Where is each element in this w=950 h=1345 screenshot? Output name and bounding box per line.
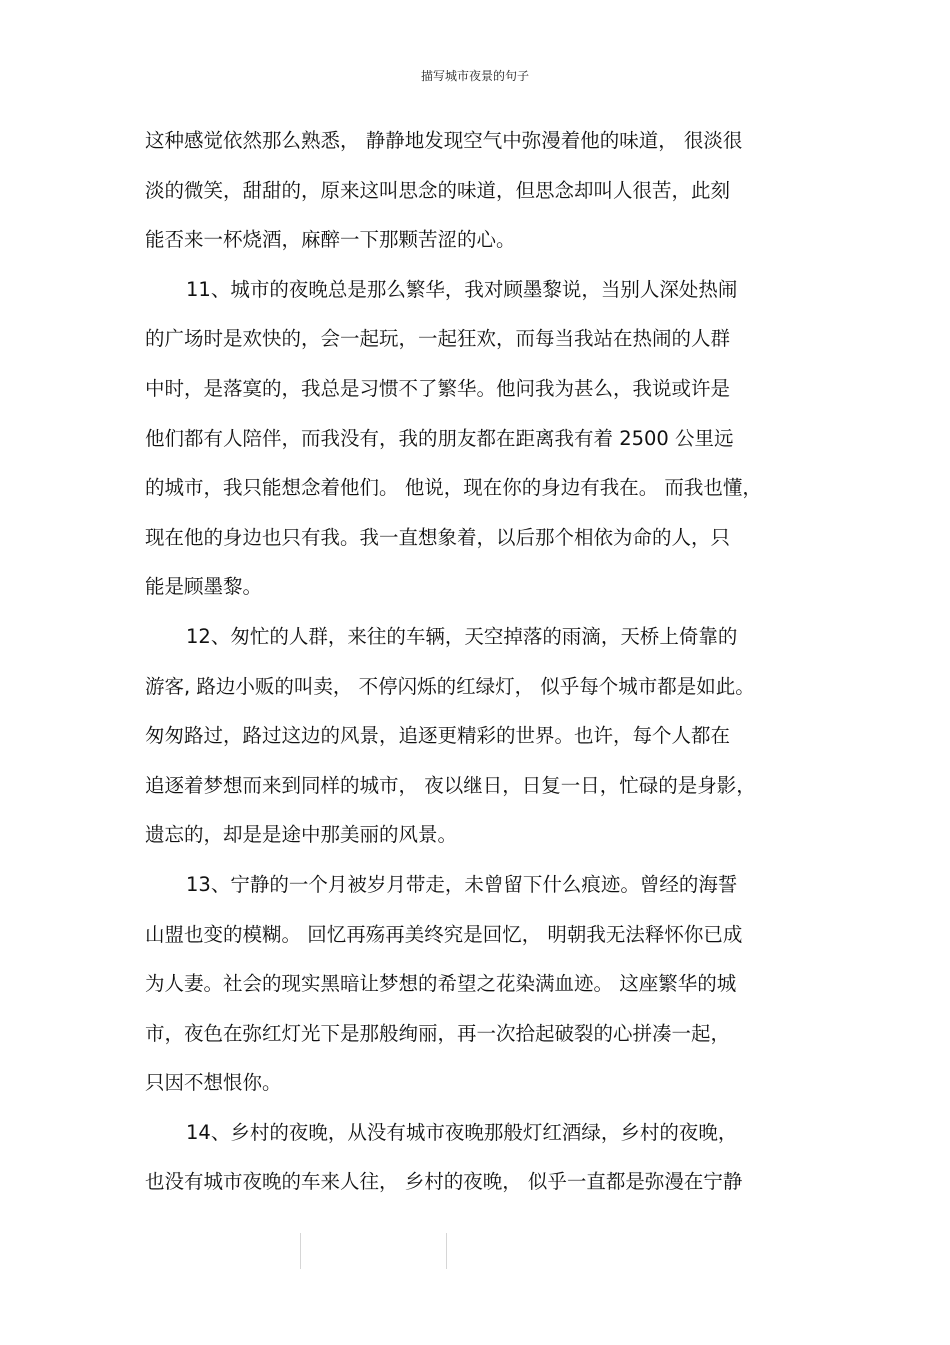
text-line: 中时，是落寞的，我总是习惯不了繁华。他问我为甚么，我说或许是: [145, 376, 731, 400]
text-line: 12、匆忙的人群，来往的车辆，天空掉落的雨滴，天桥上倚靠的: [186, 624, 738, 648]
text-line: 遗忘的，却是是途中那美丽的风景。: [145, 823, 458, 847]
paragraph-14: [145, 1116, 805, 1215]
paragraph-continuation: [145, 124, 805, 273]
text-line: 匆匆路过，路过这边的风景，追逐更精彩的世界。也许，每个人都在: [145, 724, 731, 748]
text-line: 也没有城市夜晚的车来人往， 乡村的夜晚， 似乎一直都是弥漫在宁静: [145, 1170, 743, 1194]
paragraph-13: [145, 868, 805, 1116]
text-line: 为人妻。社会的现实黑暗让梦想的希望之花染满血迹。 这座繁华的城: [145, 972, 737, 996]
footer-divider-left: [300, 1233, 301, 1269]
text-line: 他们都有人陪伴，而我没有，我的朋友都在距离我有着 2500 公里远: [145, 426, 734, 450]
text-line: 的城市，我只能想念着他们。 他说，现在你的身边有我在。 而我也懂，: [145, 476, 762, 500]
text-line: 只因不想恨你。: [145, 1071, 282, 1095]
text-line: 14、乡村的夜晚，从没有城市夜晚那般灯红酒绿，乡村的夜晚，: [186, 1120, 738, 1144]
text-line: 市，夜色在弥红灯光下是那般绚丽，再一次拾起破裂的心拼凑一起，: [145, 1021, 731, 1045]
text-line: 淡的微笑，甜甜的，原来这叫思念的味道，但思念却叫人很苦，此刻: [145, 178, 731, 202]
text-line: 游客, 路边小贩的叫卖， 不停闪烁的红绿灯， 似乎每个城市都是如此。: [145, 674, 755, 698]
page-header-title: 描写城市夜景的句子: [420, 69, 529, 83]
paragraph-12: [145, 620, 805, 868]
text-line: 11、城市的夜晚总是那么繁华，我对顾墨黎说，当别人深处热闹: [186, 277, 738, 301]
text-line: 山盟也变的模糊。 回忆再殇再美终究是回忆， 明朝我无法释怀你已成: [145, 922, 743, 946]
text-line: 能否来一杯烧酒，麻醉一下那颗苦涩的心。: [145, 228, 516, 252]
text-line: 追逐着梦想而来到同样的城市， 夜以继日，日复一日，忙碌的是身影，: [145, 773, 756, 797]
text-line: 这种感觉依然那么熟悉， 静静地发现空气中弥漫着他的味道， 很淡很: [145, 129, 743, 152]
text-line: 的广场时是欢快的，会一起玩，一起狂欢，而每当我站在热闹的人群: [145, 327, 731, 351]
footer-divider-right: [446, 1233, 447, 1269]
text-line: 能是顾墨黎。: [145, 575, 263, 599]
paragraph-11: [145, 273, 805, 620]
document-body: [145, 124, 805, 1215]
text-line: 现在他的身边也只有我。我一直想象着，以后那个相依为命的人，只: [145, 525, 731, 549]
text-line: 13、宁静的一个月被岁月带走，未曾留下什么痕迹。曾经的海誓: [186, 872, 738, 896]
